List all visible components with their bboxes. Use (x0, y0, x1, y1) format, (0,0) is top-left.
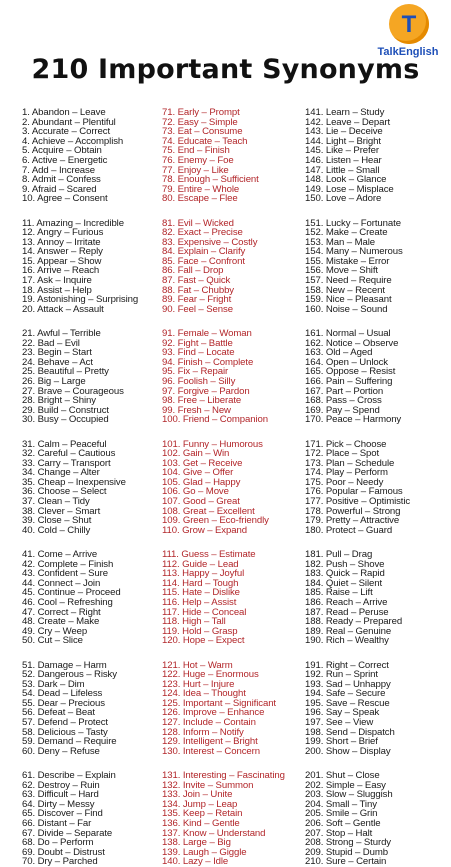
synonym-pair: 37. Clean – Tidy (22, 496, 90, 508)
synonym-pair: 94. Finish – Complete (162, 356, 254, 368)
synonym-pair: 69. Doubt – Distrust (22, 846, 105, 858)
synonym-pair: 113. Happy – Joyful (162, 568, 245, 580)
synonym-pair: 159. Nice – Pleasant (305, 294, 392, 306)
synonym-pair: 54. Dead – Lifeless (22, 688, 103, 700)
synonym-pair: 15. Appear – Show (22, 255, 102, 267)
synonym-pair: 96. Foolish – Silly (162, 375, 236, 387)
synonym-pair: 122. Huge – Enormous (162, 669, 259, 681)
synonym-columns (22, 107, 442, 867)
synonym-pair: 67. Divide – Separate (22, 827, 113, 839)
synonym-pair: 57. Defend – Protect (22, 717, 108, 729)
synonym-pair: 188. Ready – Prepared (305, 616, 403, 628)
synonym-pair: 50. Cut – Slice (22, 635, 83, 647)
synonym-pair: 205. Smile – Grin (305, 808, 378, 820)
synonym-pair: 118. High – Tall (162, 616, 226, 628)
synonym-pair: 34. Change – Alter (22, 467, 100, 479)
synonym-pair: 138. Large – Big (162, 837, 231, 849)
synonym-pair: 167. Part – Portion (305, 385, 384, 397)
synonym-pair: 169. Pay – Spend (305, 404, 380, 416)
synonym-pair: 71. Early – Prompt (162, 107, 240, 118)
synonym-pair: 204. Small – Tiny (305, 798, 377, 810)
synonym-pair: 156. Move – Shift (305, 265, 378, 277)
synonym-pair: 103. Get – Receive (162, 457, 243, 469)
synonym-pair: 55. Dear – Precious (22, 697, 105, 709)
synonym-pair: 126. Improve – Enhance (162, 707, 265, 719)
synonym-pair: 134. Jump – Leap (162, 798, 238, 810)
synonym-pair: 95. Fix – Repair (162, 366, 229, 378)
synonym-pair: 141. Learn – Study (305, 107, 385, 118)
synonym-pair: 109. Green – Eco-friendly (162, 515, 269, 527)
synonym-pair: 154. Many – Numerous (305, 246, 403, 258)
synonym-pair: 25. Beautiful – Pretty (22, 366, 109, 378)
synonym-pair: 184. Quiet – Silent (305, 577, 383, 589)
synonym-pair: 177. Positive – Optimistic (305, 496, 411, 508)
synonym-pair: 137. Know – Understand (162, 827, 266, 839)
synonym-pair: 189. Real – Genuine (305, 625, 392, 637)
synonym-pair: 75. End – Finish (162, 145, 230, 157)
synonym-pair: 98. Free – Liberate (162, 395, 242, 407)
synonym-pair: 52. Dangerous – Risky (22, 669, 117, 681)
synonym-pair: 1. Abandon – Leave (22, 107, 106, 118)
synonym-pair: 182. Push – Shove (305, 558, 385, 570)
synonym-pair: 132. Invite – Summon (162, 779, 254, 791)
synonym-pair: 106. Go – Move (162, 486, 229, 498)
synonym-pair: 166. Pain – Suffering (305, 375, 393, 387)
synonym-pair: 42. Complete – Finish (22, 558, 114, 570)
synonym-pair: 31. Calm – Peaceful (22, 438, 107, 450)
synonym-pair: 82. Exact – Precise (162, 227, 243, 239)
synonym-pair: 49. Cry – Weep (22, 625, 88, 637)
synonym-pair: 92. Fight – Battle (162, 337, 233, 349)
synonym-pair: 195. Save – Rescue (305, 697, 390, 709)
synonym-pair: 176. Popular – Famous (305, 486, 403, 498)
synonym-pair: 91. Female – Woman (162, 328, 252, 339)
synonym-pair: 22. Bad – Evil (22, 337, 80, 349)
logo-badge (389, 4, 429, 44)
synonym-pair: 186. Reach – Arrive (305, 596, 388, 608)
synonym-pair: 61. Describe – Explain (22, 770, 116, 781)
synonym-pair: 170. Peace – Harmony (305, 414, 402, 426)
synonym-pair: 2. Abundant – Plentiful (22, 116, 116, 128)
synonym-pair: 10. Agree – Consent (22, 193, 108, 205)
synonym-pair: 78. Enough – Sufficient (162, 174, 259, 186)
synonym-group (305, 329, 445, 425)
synonym-pair: 21. Awful – Terrible (22, 328, 101, 339)
synonym-pair: 35. Cheap – Inexpensive (22, 476, 126, 488)
synonym-pair: 161. Normal – Usual (305, 328, 391, 339)
synonym-pair: 76. Enemy – Foe (162, 154, 234, 166)
synonym-pair: 111. Guess – Estimate (162, 549, 256, 560)
synonym-pair: 84. Explain – Clarify (162, 246, 246, 258)
synonym-pair: 40. Cold – Chilly (22, 524, 91, 536)
synonym-pair: 27. Brave – Courageous (22, 385, 124, 397)
synonym-pair: 142. Leave – Depart (305, 116, 391, 128)
synonym-pair: 114. Hard – Tough (162, 577, 239, 589)
synonym-group (162, 661, 302, 757)
synonym-pair: 207. Stop – Halt (305, 827, 373, 839)
synonym-pair: 135. Keep – Retain (162, 808, 243, 820)
synonym-pair: 121. Hot – Warm (162, 659, 233, 671)
synonym-pair: 131. Interesting – Fascinating (162, 770, 285, 781)
synonym-pair: 79. Entire – Whole (162, 183, 240, 195)
synonym-group (22, 329, 160, 425)
synonym-group (305, 108, 445, 204)
synonym-pair: 72. Easy – Simple (162, 116, 238, 128)
logo-letter: T (401, 11, 417, 38)
synonym-pair: 70. Dry – Parched (22, 856, 98, 867)
synonym-pair: 9. Afraid – Scared (22, 183, 97, 195)
page-title: 210 Important Synonyms (31, 54, 420, 85)
synonym-group (162, 219, 302, 315)
synonym-pair: 201. Shut – Close (305, 770, 380, 781)
synonym-pair: 115. Hate – Dislike (162, 587, 240, 599)
synonym-pair: 39. Close – Shut (22, 515, 92, 527)
synonym-group (162, 108, 302, 204)
synonym-pair: 143. Lie – Deceive (305, 126, 383, 138)
synonym-pair: 127. Include – Contain (162, 717, 256, 729)
synonym-pair: 116. Help – Assist (162, 596, 237, 608)
synonym-group (162, 771, 302, 867)
synonym-pair: 130. Interest – Concern (162, 745, 260, 757)
synonym-pair: 101. Funny – Humorous (162, 438, 263, 450)
synonym-pair: 150. Love – Adore (305, 193, 382, 205)
synonym-pair: 16. Arrive – Reach (22, 265, 100, 277)
synonym-pair: 59. Demand – Require (22, 736, 117, 748)
synonym-pair: 53. Dark – Dim (22, 678, 85, 690)
synonym-pair: 4. Achieve – Accomplish (22, 135, 124, 147)
synonym-pair: 36. Choose – Select (22, 486, 107, 498)
synonym-pair: 128. Inform – Notify (162, 726, 244, 738)
synonym-group (22, 219, 160, 315)
synonym-pair: 88. Fat – Chubby (162, 284, 234, 296)
synonym-pair: 155. Mistake – Error (305, 255, 390, 267)
synonym-pair: 81. Evil – Wicked (162, 217, 234, 229)
synonym-pair: 123. Hurt – Injure (162, 678, 235, 690)
synonym-group (22, 108, 160, 204)
synonym-pair: 5. Acquire – Obtain (22, 145, 102, 157)
synonym-pair: 46. Cool – Refreshing (22, 596, 113, 608)
synonym-pair: 18. Assist – Help (22, 284, 92, 296)
synonym-pair: 97. Forgive – Pardon (162, 385, 250, 397)
synonym-pair: 33. Carry – Transport (22, 457, 111, 469)
synonym-pair: 19. Astonishing – Surprising (22, 294, 139, 306)
synonym-pair: 87. Fast – Quick (162, 275, 231, 287)
synonym-pair: 112. Guide – Lead (162, 558, 239, 570)
synonym-pair: 187. Read – Peruse (305, 606, 389, 618)
synonym-pair: 129. Intelligent – Bright (162, 736, 258, 748)
synonym-pair: 29. Build – Construct (22, 404, 109, 416)
synonym-pair: 13. Annoy – Irritate (22, 236, 101, 248)
synonym-group (305, 219, 445, 315)
synonym-group (305, 440, 445, 536)
synonym-pair: 89. Fear – Fright (162, 294, 232, 306)
synonym-group (22, 550, 160, 646)
synonym-pair: 162. Notice – Observe (305, 337, 399, 349)
synonym-pair: 190. Rich – Wealthy (305, 635, 389, 647)
synonym-pair: 68. Do – Perform (22, 837, 94, 849)
synonym-pair: 38. Clever – Smart (22, 505, 101, 517)
synonym-pair: 148. Look – Glance (305, 174, 387, 186)
synonym-pair: 136. Kind – Gentle (162, 817, 240, 829)
synonym-pair: 7. Add – Increase (22, 164, 95, 176)
synonym-pair: 110. Grow – Expand (162, 524, 247, 536)
synonym-group (305, 550, 445, 646)
synonym-pair: 108. Great – Excellent (162, 505, 255, 517)
synonym-pair: 80. Escape – Flee (162, 193, 238, 205)
synonym-pair: 93. Find – Locate (162, 347, 235, 359)
synonym-group (305, 661, 445, 757)
synonym-pair: 23. Begin – Start (22, 347, 92, 359)
synonym-pair: 139. Laugh – Giggle (162, 846, 247, 858)
synonym-pair: 197. See – View (305, 717, 374, 729)
synonym-pair: 14. Answer – Reply (22, 246, 103, 258)
synonym-pair: 199. Short – Brief (305, 736, 378, 748)
synonym-pair: 168. Pass – Cross (305, 395, 382, 407)
synonym-pair: 77. Enjoy – Like (162, 164, 229, 176)
synonym-pair: 51. Damage – Harm (22, 659, 107, 671)
synonym-pair: 64. Dirty – Messy (22, 798, 95, 810)
synonym-pair: 179. Pretty – Attractive (305, 515, 400, 527)
synonym-pair: 151. Lucky – Fortunate (305, 217, 401, 229)
synonym-pair: 65. Discover – Find (22, 808, 103, 820)
synonym-group (162, 440, 302, 536)
synonym-pair: 140. Lazy – Idle (162, 856, 229, 867)
synonym-pair: 133. Join – Unite (162, 789, 233, 801)
synonym-pair: 183. Quick – Rapid (305, 568, 385, 580)
synonym-pair: 26. Big – Large (22, 375, 86, 387)
synonym-pair: 173. Plan – Schedule (305, 457, 395, 469)
synonym-pair: 181. Pull – Drag (305, 549, 373, 560)
synonym-pair: 209. Stupid – Dumb (305, 846, 388, 858)
synonym-pair: 192. Run – Sprint (305, 669, 378, 681)
synonym-pair: 32. Careful – Cautious (22, 448, 116, 460)
synonym-pair: 74. Educate – Teach (162, 135, 248, 147)
synonym-pair: 8. Admit – Confess (22, 174, 101, 186)
synonym-pair: 102. Gain – Win (162, 448, 230, 460)
synonym-group (22, 440, 160, 536)
synonym-pair: 48. Create – Make (22, 616, 100, 628)
synonym-pair: 203. Slow – Sluggish (305, 789, 393, 801)
synonym-pair: 175. Poor – Needy (305, 476, 384, 488)
synonym-pair: 120. Hope – Expect (162, 635, 245, 647)
synonym-group (22, 661, 160, 757)
synonym-pair: 202. Simple – Easy (305, 779, 386, 791)
synonym-pair: 73. Eat – Consume (162, 126, 243, 138)
synonym-pair: 99. Fresh – New (162, 404, 231, 416)
synonym-pair: 104. Give – Offer (162, 467, 234, 479)
synonym-pair: 144. Light – Bright (305, 135, 381, 147)
synonym-pair: 185. Raise – Lift (305, 587, 373, 599)
synonym-pair: 105. Glad – Happy (162, 476, 241, 488)
synonym-pair: 147. Little – Small (305, 164, 380, 176)
synonym-pair: 63. Difficult – Hard (22, 789, 99, 801)
synonym-pair: 66. Distant – Far (22, 817, 92, 829)
synonym-pair: 174. Play – Perform (305, 467, 388, 479)
synonym-pair: 3. Accurate – Correct (22, 126, 111, 138)
synonym-pair: 6. Active – Energetic (22, 154, 108, 166)
synonym-pair: 153. Man – Male (305, 236, 375, 248)
synonym-group (162, 550, 302, 646)
synonym-pair: 125. Important – Significant (162, 697, 276, 709)
synonym-pair: 28. Bright – Shiny (22, 395, 96, 407)
synonym-pair: 62. Destroy – Ruin (22, 779, 100, 791)
synonym-pair: 178. Powerful – Strong (305, 505, 401, 517)
synonym-pair: 56. Defeat – Beat (22, 707, 95, 719)
synonym-pair: 83. Expensive – Costly (162, 236, 258, 248)
synonym-pair: 24. Behave – Act (22, 356, 93, 368)
synonym-pair: 85. Face – Confront (162, 255, 245, 267)
synonym-group (305, 771, 445, 867)
synonym-pair: 163. Old – Aged (305, 347, 373, 359)
synonym-pair: 158. New – Recent (305, 284, 385, 296)
synonym-pair: 160. Noise – Sound (305, 303, 388, 315)
synonym-pair: 90. Feel – Sense (162, 303, 233, 315)
synonym-pair: 20. Attack – Assault (22, 303, 104, 315)
synonym-pair: 107. Good – Great (162, 496, 240, 508)
synonym-pair: 41. Come – Arrive (22, 549, 98, 560)
synonym-pair: 45. Continue – Proceed (22, 587, 121, 599)
synonym-pair: 198. Send – Dispatch (305, 726, 395, 738)
synonym-pair: 194. Safe – Secure (305, 688, 386, 700)
synonym-pair: 193. Sad – Unhappy (305, 678, 391, 690)
synonym-pair: 60. Deny – Refuse (22, 745, 100, 757)
synonym-pair: 191. Right – Correct (305, 659, 389, 671)
synonym-pair: 208. Strong – Sturdy (305, 837, 391, 849)
synonym-pair: 58. Delicious – Tasty (22, 726, 108, 738)
synonym-pair: 152. Make – Create (305, 227, 388, 239)
synonym-pair: 206. Soft – Gentle (305, 817, 381, 829)
synonym-pair: 149. Lose – Misplace (305, 183, 394, 195)
synonym-pair: 43. Confident – Sure (22, 568, 109, 580)
synonym-pair: 171. Pick – Choose (305, 438, 387, 450)
synonym-pair: 86. Fall – Drop (162, 265, 224, 277)
synonym-pair: 146. Listen – Hear (305, 154, 382, 166)
synonym-pair: 145. Like – Prefer (305, 145, 379, 157)
synonym-pair: 47. Correct – Right (22, 606, 101, 618)
logo-wordmark: TalkEnglish (377, 46, 439, 58)
synonym-pair: 200. Show – Display (305, 745, 391, 757)
synonym-pair: 164. Open – Unlock (305, 356, 388, 368)
synonym-pair: 180. Protect – Guard (305, 524, 393, 536)
synonym-group (22, 771, 160, 867)
synonym-pair: 30. Busy – Occupied (22, 414, 109, 426)
synonym-pair: 12. Angry – Furious (22, 227, 104, 239)
synonym-pair: 100. Friend – Companion (162, 414, 268, 426)
synonym-pair: 210. Sure – Certain (305, 856, 387, 867)
synonym-pair: 157. Need – Require (305, 275, 392, 287)
synonym-pair: 44. Connect – Join (22, 577, 101, 589)
synonym-pair: 17. Ask – Inquire (22, 275, 92, 287)
synonym-pair: 196. Say – Speak (305, 707, 380, 719)
synonym-pair: 165. Oppose – Resist (305, 366, 396, 378)
synonym-pair: 11. Amazing – Incredible (22, 217, 124, 229)
synonym-pair: 124. Idea – Thought (162, 688, 246, 700)
synonym-group (162, 329, 302, 425)
synonym-pair: 117. Hide – Conceal (162, 606, 247, 618)
synonym-pair: 172. Place – Spot (305, 448, 380, 460)
synonym-pair: 119. Hold – Grasp (162, 625, 238, 637)
